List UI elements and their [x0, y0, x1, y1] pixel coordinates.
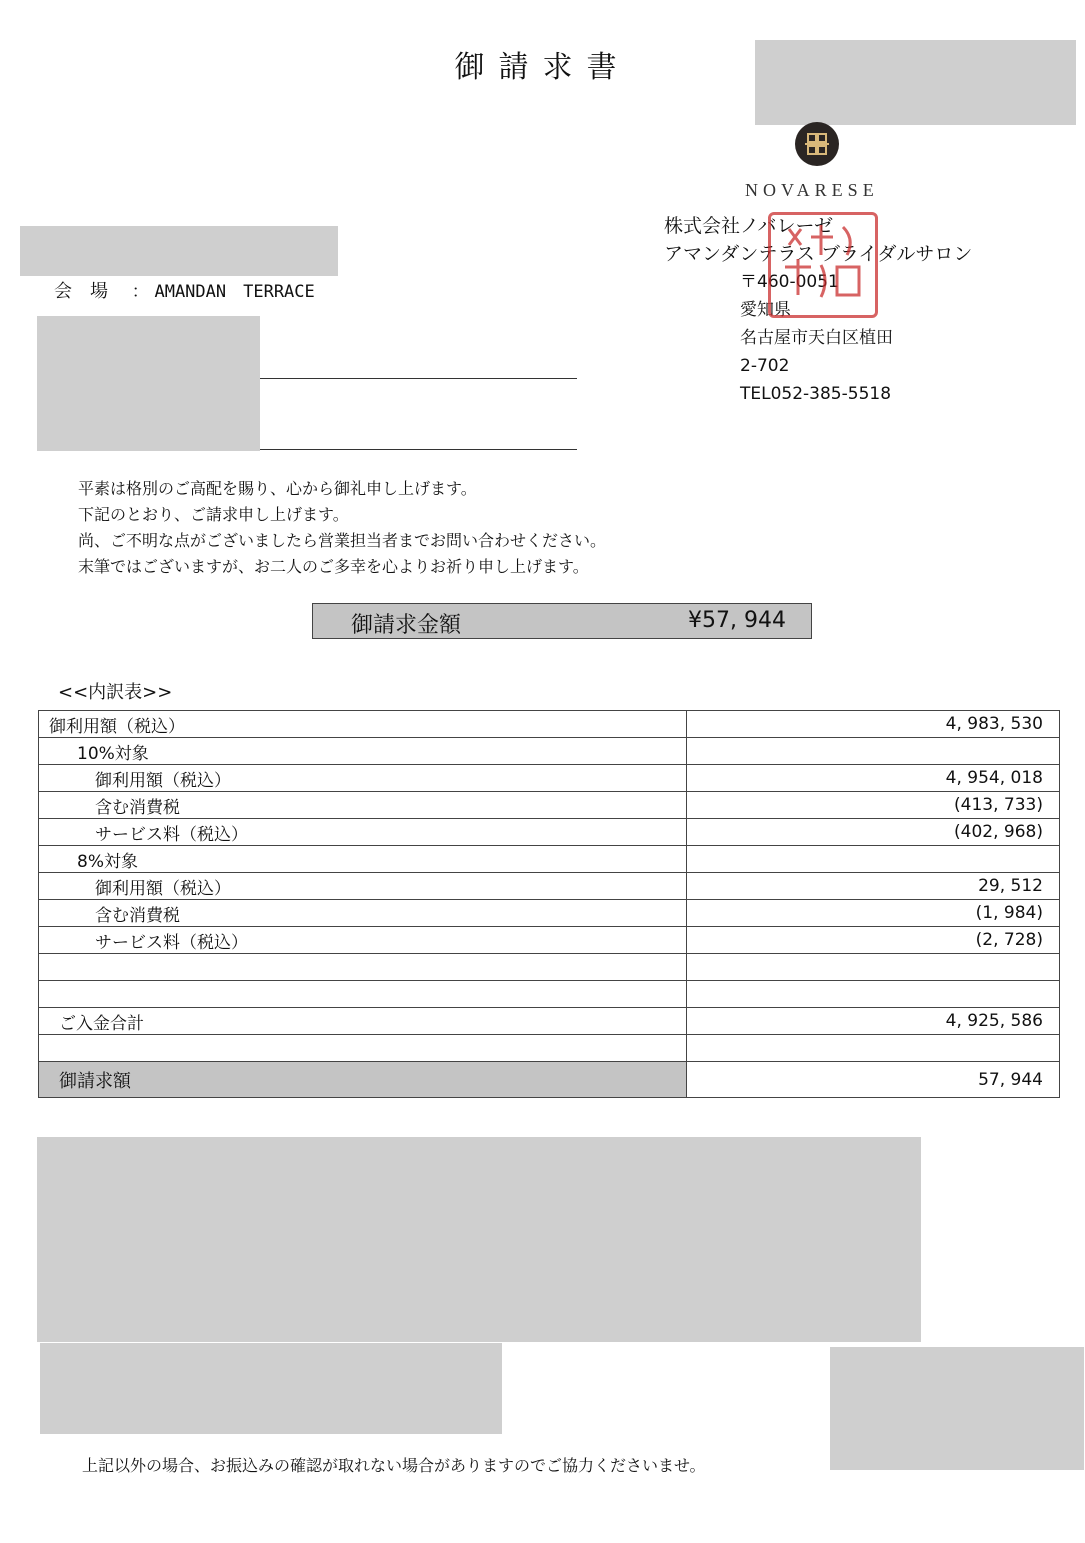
row-value — [687, 1035, 1060, 1062]
venue-separator: ： — [131, 282, 149, 302]
table-row — [39, 846, 1060, 873]
table-row — [39, 981, 1060, 1008]
row-label: 8%対象 — [39, 846, 687, 873]
row-value — [687, 981, 1060, 1008]
invoice-amount-value: ¥57, 944 — [688, 608, 786, 633]
total-label: 御請求額 — [39, 1062, 687, 1098]
brand-logo-text: NOVARESE — [745, 180, 879, 200]
table-row — [39, 819, 1060, 846]
venue-label: 会場 — [54, 281, 126, 302]
footer-note: 上記以外の場合、お振込みの確認が取れない場合がありますのでご協力くださいませ。 — [82, 1456, 706, 1475]
row-label: サービス料（税込） — [39, 927, 687, 954]
city: 名古屋市天白区植田 — [740, 328, 893, 348]
underline — [260, 449, 577, 450]
venue-value: AMANDAN TERRACE — [154, 282, 315, 302]
row-value: (1, 984) — [687, 900, 1060, 927]
row-value: 4, 925, 586 — [687, 1008, 1060, 1035]
greeting-text — [78, 476, 606, 580]
row-label: 御利用額（税込） — [39, 873, 687, 900]
redaction-block — [37, 1137, 921, 1342]
company-name: 株式会社ノバレーゼ — [664, 215, 834, 237]
table-row — [39, 900, 1060, 927]
novarese-logo-icon — [795, 122, 839, 166]
redaction-block — [830, 1347, 1084, 1470]
redaction-block — [755, 40, 1076, 125]
invoice-amount-box — [312, 603, 812, 639]
street: 2-702 — [740, 356, 790, 376]
row-label — [39, 981, 687, 1008]
table-row — [39, 792, 1060, 819]
greeting-line: 尚、ご不明な点がございましたら営業担当者までお問い合わせください。 — [78, 531, 607, 550]
row-label: 含む消費税 — [39, 792, 687, 819]
postal-code: 〒460-0051 — [740, 272, 839, 292]
invoice-amount-label: 御請求金額 — [351, 613, 462, 638]
row-label: サービス料（税込） — [39, 819, 687, 846]
redaction-block — [40, 1343, 502, 1434]
underline — [260, 378, 577, 379]
row-value — [687, 846, 1060, 873]
breakdown-table — [38, 710, 1060, 1098]
table-row — [39, 1008, 1060, 1035]
greeting-line: 平素は格別のご高配を賜り、心から御礼申し上げます。 — [78, 479, 477, 498]
row-value — [687, 954, 1060, 981]
row-label: 10%対象 — [39, 738, 687, 765]
table-row — [39, 927, 1060, 954]
row-label: 御利用額（税込） — [39, 765, 687, 792]
table-row — [39, 711, 1060, 738]
table-row — [39, 738, 1060, 765]
table-row — [39, 873, 1060, 900]
row-value: 4, 954, 018 — [687, 765, 1060, 792]
greeting-line: 末筆ではございますが、お二人のご多幸を心よりお祈り申し上げます。 — [78, 557, 589, 576]
row-label — [39, 954, 687, 981]
redaction-block — [20, 226, 338, 276]
company-seal-stamp — [768, 212, 878, 318]
breakdown-title: <<内訳表>> — [58, 682, 173, 703]
row-value: 4, 983, 530 — [687, 711, 1060, 738]
document-title: 御請求書 — [454, 50, 631, 85]
row-label: 御利用額（税込） — [39, 711, 687, 738]
table-row — [39, 765, 1060, 792]
salon-name: アマンダンテラス ブライダルサロン — [664, 243, 973, 265]
row-value — [687, 738, 1060, 765]
row-value: (402, 968) — [687, 819, 1060, 846]
total-row — [39, 1062, 1060, 1098]
row-label: 含む消費税 — [39, 900, 687, 927]
table-row — [39, 954, 1060, 981]
total-value: 57, 944 — [687, 1062, 1060, 1098]
redaction-block — [37, 316, 260, 451]
row-label: ご入金合計 — [39, 1008, 687, 1035]
telephone: TEL052-385-5518 — [740, 384, 892, 404]
table-row — [39, 1035, 1060, 1062]
greeting-line: 下記のとおり、ご請求申し上げます。 — [78, 505, 349, 524]
row-value: (413, 733) — [687, 792, 1060, 819]
prefecture: 愛知県 — [740, 300, 791, 320]
row-value: 29, 512 — [687, 873, 1060, 900]
venue-line — [54, 277, 315, 303]
row-value: (2, 728) — [687, 927, 1060, 954]
row-label — [39, 1035, 687, 1062]
